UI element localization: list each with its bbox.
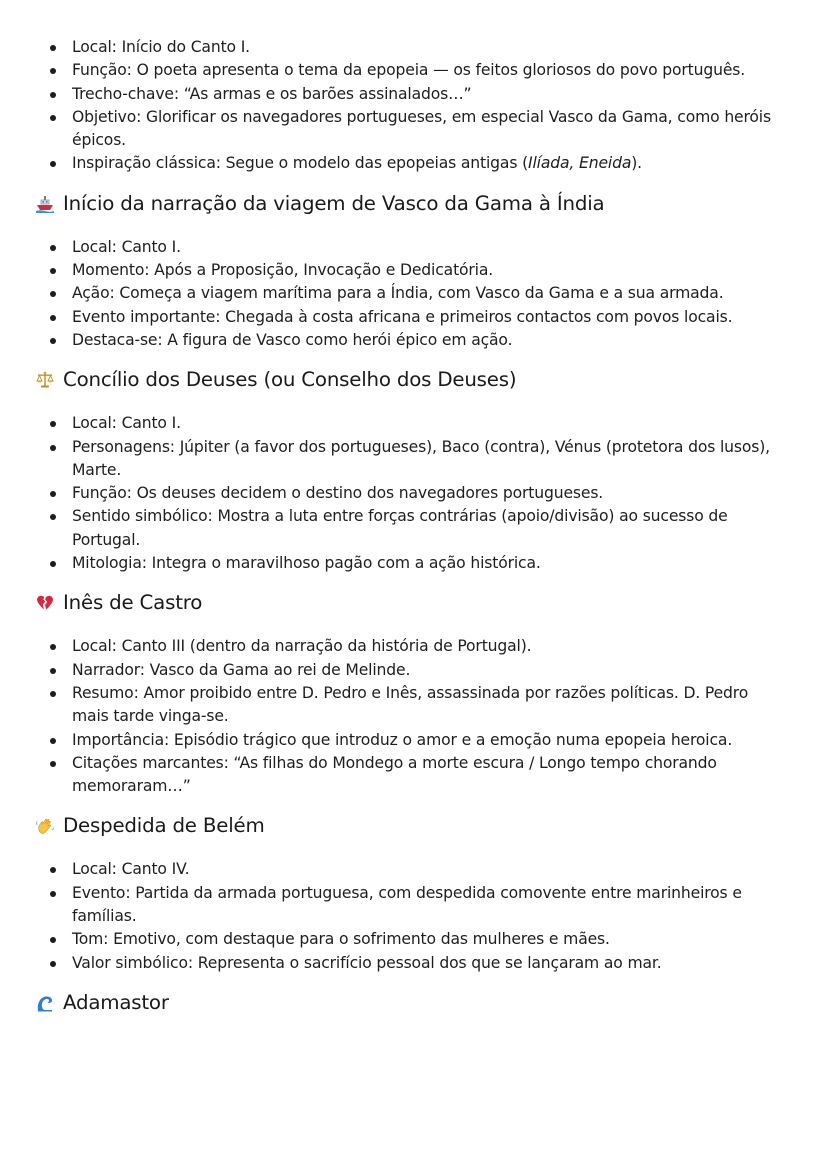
bullet-icon xyxy=(50,937,56,943)
list-item: Função: Os deuses decidem o destino dos navegadores portugueses. xyxy=(34,482,788,505)
section-viagem xyxy=(34,190,788,352)
bullet-icon xyxy=(50,491,56,497)
bullet-icon xyxy=(50,644,56,650)
bullet-icon xyxy=(50,268,56,274)
bullet-icon xyxy=(50,761,56,767)
list-item: Local: Canto IV. xyxy=(34,858,788,881)
list-item: Personagens: Júpiter (a favor dos portugueses), Baco (contra), Vénus (protetora dos lusos), Marte. xyxy=(34,436,788,483)
list-item: Local: Início do Canto I. xyxy=(34,36,788,59)
bullet-icon xyxy=(50,561,56,567)
bullet-icon xyxy=(50,68,56,74)
list-item: Valor simbólico: Representa o sacrifício pessoal dos que se lançaram ao mar. xyxy=(34,952,788,975)
section-heading: Concílio dos Deuses (ou Conselho dos Deuses) xyxy=(34,366,788,394)
list-item: Resumo: Amor proibido entre D. Pedro e Inês, assassinada por razões políticas. D. Pedro mais tarde vinga-se. xyxy=(34,682,788,729)
bullet-icon xyxy=(50,245,56,251)
section-heading: Despedida de Belém xyxy=(34,812,788,840)
bullet-icon xyxy=(50,668,56,674)
list-item: Tom: Emotivo, com destaque para o sofrimento das mulheres e mães. xyxy=(34,928,788,951)
list-item: Objetivo: Glorificar os navegadores portugueses, em especial Vasco da Gama, como heróis épicos. xyxy=(34,106,788,153)
list-item: Ação: Começa a viagem marítima para a Índia, com Vasco da Gama e a sua armada. xyxy=(34,282,788,305)
bullet-icon xyxy=(50,421,56,427)
section-heading: Início da narração da viagem de Vasco da Gama à Índia xyxy=(34,190,788,218)
bullet-icon xyxy=(50,161,56,167)
list-item: Função: O poeta apresenta o tema da epopeia — os feitos gloriosos do povo português. xyxy=(34,59,788,82)
list-item: Evento: Partida da armada portuguesa, com despedida comovente entre marinheiros e famílias. xyxy=(34,882,788,929)
bullet-icon xyxy=(50,867,56,873)
bullet-icon xyxy=(50,961,56,967)
broken-heart-icon xyxy=(34,592,56,614)
bullet-icon xyxy=(50,514,56,520)
list-item: Mitologia: Integra o maravilhoso pagão com a ação histórica. xyxy=(34,552,788,575)
list-item: Destaca-se: A figura de Vasco como herói épico em ação. xyxy=(34,329,788,352)
section-adamastor xyxy=(34,989,788,1017)
section-despedida xyxy=(34,812,788,974)
list-item: Sentido simbólico: Mostra a luta entre forças contrárias (apoio/divisão) ao sucesso de Portugal. xyxy=(34,505,788,552)
wave-icon xyxy=(34,992,56,1014)
section-ines xyxy=(34,589,788,798)
bullet-icon xyxy=(50,738,56,744)
list-item: Local: Canto I. xyxy=(34,236,788,259)
list-item: Importância: Episódio trágico que introduz o amor e a emoção numa epopeia heroica. xyxy=(34,729,788,752)
list-item: Trecho-chave: “As armas e os barões assinalados…” xyxy=(34,83,788,106)
bullet-icon xyxy=(50,315,56,321)
bullet-icon xyxy=(50,92,56,98)
intro-list xyxy=(34,36,788,176)
bullet-icon xyxy=(50,891,56,897)
bullet-icon xyxy=(50,115,56,121)
section-heading: Adamastor xyxy=(34,989,788,1017)
bullet-icon xyxy=(50,45,56,51)
ship-icon xyxy=(34,193,56,215)
list-item: Citações marcantes: “As filhas do Mondego a morte escura / Longo tempo chorando memoraram…” xyxy=(34,752,788,799)
list-item: Momento: Após a Proposição, Invocação e Dedicatória. xyxy=(34,259,788,282)
list-item: Narrador: Vasco da Gama ao rei de Melinde. xyxy=(34,659,788,682)
waving-hand-icon xyxy=(34,815,56,837)
list-item: Evento importante: Chegada à costa africana e primeiros contactos com povos locais. xyxy=(34,306,788,329)
balance-scale-icon xyxy=(34,369,56,391)
bullet-icon xyxy=(50,338,56,344)
list-item: Inspiração clássica: Segue o modelo das epopeias antigas (Ilíada, Eneida). xyxy=(34,152,788,175)
section-heading: Inês de Castro xyxy=(34,589,788,617)
list-item: Local: Canto III (dentro da narração da história de Portugal). xyxy=(34,635,788,658)
list-item: Local: Canto I. xyxy=(34,412,788,435)
bullet-icon xyxy=(50,291,56,297)
bullet-icon xyxy=(50,445,56,451)
section-concilio xyxy=(34,366,788,575)
bullet-icon xyxy=(50,691,56,697)
